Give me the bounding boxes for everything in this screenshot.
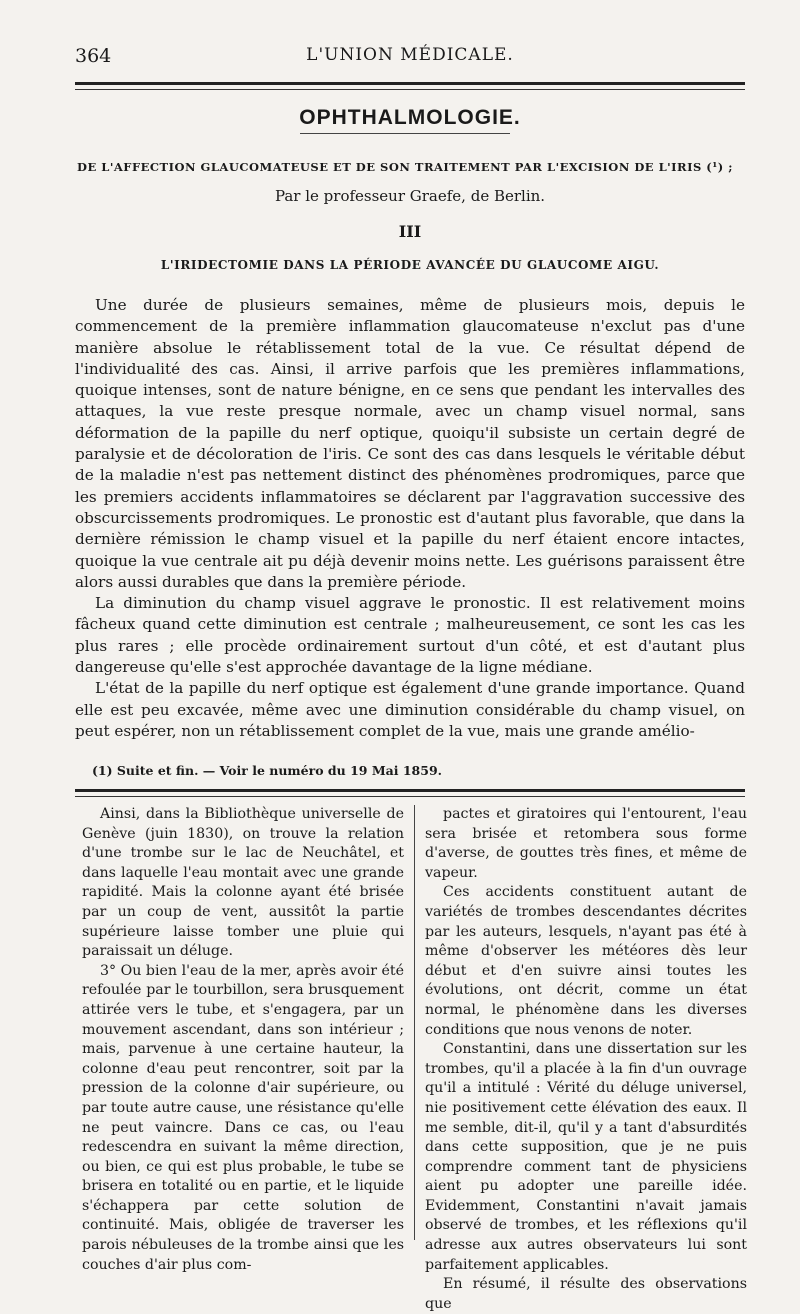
feuilleton-paragraph: 3° Ou bien l'eau de la mer, après avoir été refoulée par le tourbillon, sera brusquement attirée vers le tube, et s'engagera, par un mouvement ascendant, dans son intérieur ; mais, parvenue à une certaine hauteur, la colonne d'eau peut rencontrer, soit par la pression de la colonne d'air supérieure, ou par toute autre cause, une résistance qu'elle ne peut vaincre. Dans ce cas, ou l'eau redescendra en suivant la même direction, ou bien, ce qui est plus probable, le tube se brisera en totalité ou en partie, et le liquide s'échappera par cette solution de continuité. Mais, obligée de traverser les parois nébuleuses de la trombe ainsi que les couches d'air plus com- <box>82 962 404 1273</box>
page-number: 364 <box>75 45 112 67</box>
article-paragraph: L'état de la papille du nerf optique est également d'une grande importance. Quand elle est peu excavée, même avec une diminution considérable du champ visuel, on peut espérer, non un rétablissement complet de la vue, mais une grande amélio- <box>75 679 745 740</box>
journal-title: L'UNION MÉDICALE. <box>306 45 514 65</box>
article-paragraph: La diminution du champ visuel aggrave le pronostic. Il est relativement moins fâcheux quand cette diminution est centrale ; malheureusement, ce sont les cas les plus rares ; elle procède ordinairement surtout d'un côté, et est d'autant plus dangereuse qu'elle s'est approchée davantage de la ligne médiane. <box>75 594 745 677</box>
header-rule-thick <box>75 82 745 85</box>
feuilleton-rule-thick <box>75 789 745 792</box>
page-header <box>75 45 745 75</box>
feuilleton-paragraph: Constantini, dans une dissertation sur les trombes, qu'il a placée à la fin d'un ouvrage qu'il a intitulé : Vérité du déluge universel, nie positivement cette élévation des eaux. Il me semble, dit-il, qu'il y a tant d'absurdités dans cette supposition, que je ne puis comprendre comment tant de physiciens aient pu adopter une pareille idée. Evidemment, Constantini n'avait jamais observé de trombes, et les réflexions qu'il adresse aux autres observateurs lui sont parfaitement applicables. <box>425 1041 747 1273</box>
feuilleton-left-column <box>82 805 404 1275</box>
article-body <box>75 295 745 742</box>
section-title: OPHTHALMOLOGIE. <box>299 106 521 129</box>
feuilleton-paragraph: pactes et giratoires qui l'entourent, l'eau sera brisée et retombera sous forme d'averse, de gouttes très fines, et même de vapeur. <box>425 806 747 881</box>
chapter-number: III <box>398 222 422 241</box>
section-divider <box>300 133 510 134</box>
feuilleton-rule-thin <box>75 796 745 797</box>
article-title: DE L'AFFECTION GLAUCOMATEUSE ET DE SON TRAITEMENT PAR L'EXCISION DE L'IRIS (¹) ; <box>77 160 733 174</box>
feuilleton-paragraph: Ainsi, dans la Bibliothèque universelle de Genève (juin 1830), on trouve la relation d'une trombe sur le lac de Neuchâtel, et dans laquelle l'eau montait avec une grande rapidité. Mais la colonne ayant été brisée par un coup de vent, aussitôt la partie supérieure laisse tomber une pluie qui paraissait un déluge. <box>82 806 404 960</box>
feuilleton-right-column <box>425 805 747 1314</box>
header-rule-thin <box>75 89 745 90</box>
footnote: (1) Suite et fin. — Voir le numéro du 19 Mai 1859. <box>92 763 442 778</box>
column-divider <box>414 805 415 1240</box>
feuilleton-paragraph: En résumé, il résulte des observations que <box>425 1276 747 1312</box>
article-byline: Par le professeur Graefe, de Berlin. <box>274 187 546 205</box>
article-paragraph: Une durée de plusieurs semaines, même de plusieurs mois, depuis le commencement de la première inflammation glaucomateuse n'exclut pas d'une manière absolue le rétablissement total de la vue. Ce résultat dépend de l'individualité des cas. Ainsi, il arrive parfois que les premières inflammations, quoique intenses, sont de nature bénigne, en ce sens que pendant les intervalles des attaques, la vue reste presque normale, avec un champ visuel normal, sans déformation de la papille du nerf optique, quoiqu'il subsiste un certain degré de paralysie et de décoloration de l'iris. Ce sont des cas dans lesquels le véritable début de la maladie n'est pas nettement distinct des phénomènes prodromiques, parce que les premiers accidents inflammatoires se déclarent par l'aggravation successive des obscurcissements prodromiques. Le pronostic est d'autant plus favorable, que dans la dernière rémission le champ visuel et la papille du nerf étaient encore intactes, quoique la vue centrale ait pu déjà devenir moins nette. Les guérisons paraissent être alors aussi durables que dans la première période. <box>75 296 745 591</box>
feuilleton-paragraph: Ces accidents constituent autant de variétés de trombes descendantes décrites par les auteurs, lesquels, n'ayant pas été à même d'observer les météores dès leur début et d'en suivre ainsi toutes les évolutions, ont décrit, comme un état normal, le phénomène dans les diverses conditions que nous venons de noter. <box>425 884 747 1038</box>
chapter-title: L'IRIDECTOMIE DANS LA PÉRIODE AVANCÉE DU GLAUCOME AIGU. <box>160 258 660 272</box>
